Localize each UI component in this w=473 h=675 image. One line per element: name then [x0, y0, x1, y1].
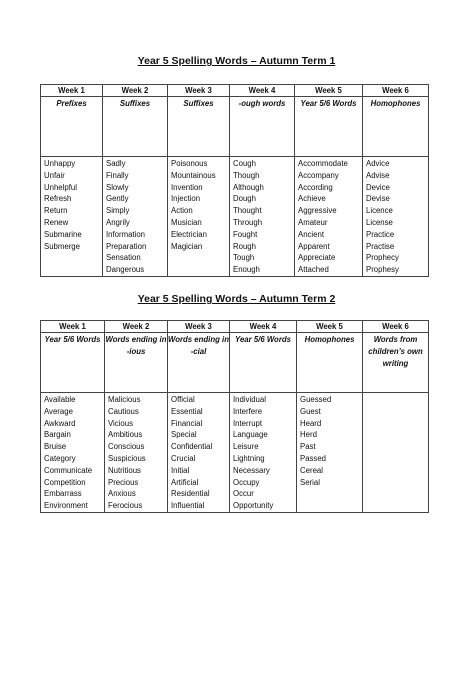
spelling-word: Suspicious: [108, 453, 146, 463]
spelling-word: Simply: [106, 206, 130, 216]
spelling-word: Lightning: [233, 453, 265, 463]
topic-cell: Prefixes: [41, 97, 103, 157]
spelling-word: Influential: [171, 501, 205, 511]
words-cell: [230, 157, 295, 277]
spelling-word: Invention: [171, 182, 203, 192]
topic-cell: -ough words: [230, 97, 295, 157]
spelling-word: According: [298, 182, 333, 192]
spelling-word: Prophesy: [366, 265, 399, 275]
term1-table: [40, 84, 429, 277]
words-cell: [363, 157, 429, 277]
spelling-word: Ambitious: [108, 430, 143, 440]
term2-table: [40, 320, 429, 513]
spelling-word: Return: [44, 206, 68, 216]
spelling-word: Available: [44, 395, 76, 404]
spelling-word: Confidential: [171, 442, 213, 452]
spelling-word: Guessed: [300, 395, 332, 404]
spelling-word: Past: [300, 442, 316, 452]
spelling-word: Cough: [233, 159, 256, 168]
spelling-word: Awkward: [44, 418, 76, 428]
week-header: Week 5: [297, 321, 363, 333]
spelling-word: Finally: [106, 170, 129, 180]
topic-row: [41, 97, 429, 157]
term1-title: Year 5 Spelling Words – Autumn Term 1: [137, 55, 336, 67]
spelling-word: Unhelpful: [44, 182, 77, 192]
spelling-word: Slowly: [106, 182, 129, 192]
spelling-word: Leisure: [233, 442, 259, 452]
spelling-word: Renew: [44, 217, 69, 227]
spelling-word: Submarine: [44, 229, 82, 239]
words-row: [41, 393, 429, 513]
spelling-word: Submerge: [44, 241, 80, 251]
topic-cell: Homophones: [363, 97, 429, 157]
spelling-word: Though: [233, 170, 260, 180]
topic-cell: Year 5/6 Words: [230, 333, 297, 393]
spelling-word: Passed: [300, 453, 327, 463]
words-cell: [168, 157, 230, 277]
week-header: Week 5: [295, 85, 363, 97]
words-cell: [41, 393, 105, 513]
week-header: Week 6: [363, 85, 429, 97]
spelling-word: Occur: [233, 489, 254, 499]
spelling-word: Necessary: [233, 465, 270, 475]
spelling-word: Rough: [233, 241, 256, 251]
spelling-word: Cautious: [108, 406, 139, 416]
spelling-word: Ferocious: [108, 501, 143, 511]
spelling-word: Environment: [44, 501, 88, 511]
spelling-word: Crucial: [171, 453, 196, 463]
week-header: Week 3: [168, 321, 230, 333]
topic-cell: Words ending in -ious: [105, 333, 168, 393]
words-cell: [295, 157, 363, 277]
words-cell: [297, 393, 363, 513]
words-row: [41, 157, 429, 277]
spelling-word: Devise: [366, 194, 390, 204]
spelling-word: Accommodate: [298, 159, 348, 168]
spelling-word: Fought: [233, 229, 258, 239]
words-cell: [168, 393, 230, 513]
spelling-word: Information: [106, 229, 146, 239]
spelling-word: Herd: [300, 430, 317, 440]
spelling-word: Advice: [366, 159, 390, 168]
spelling-word: Serial: [300, 477, 320, 487]
topic-row: [41, 333, 429, 393]
spelling-word: Ancient: [298, 229, 325, 239]
spelling-word: Bargain: [44, 430, 71, 440]
week-header: Week 3: [168, 85, 230, 97]
spelling-word: Vicious: [108, 418, 133, 428]
spelling-word: Tough: [233, 253, 255, 263]
topic-cell: Homophones: [297, 333, 363, 393]
spelling-word: Electrician: [171, 229, 207, 239]
topic-cell: Suffixes: [168, 97, 230, 157]
spelling-word: Amateur: [298, 217, 328, 227]
spelling-word: Nutritious: [108, 465, 141, 475]
topic-cell: Words from children’s own writing: [363, 333, 429, 393]
spelling-word: Apparent: [298, 241, 330, 251]
words-cell: [363, 393, 429, 513]
week-header-row: [41, 85, 429, 97]
spelling-word: Practise: [366, 241, 395, 251]
term2-title: Year 5 Spelling Words – Autumn Term 2: [137, 293, 336, 305]
spelling-word: Artificial: [171, 477, 199, 487]
words-cell: [230, 393, 297, 513]
spelling-word: Occupy: [233, 477, 260, 487]
spelling-word: Residential: [171, 489, 210, 499]
spelling-word: Language: [233, 430, 268, 440]
spelling-word: Sensation: [106, 253, 141, 263]
spelling-word: Dough: [233, 194, 256, 204]
week-header: Week 2: [105, 321, 168, 333]
spelling-word: Achieve: [298, 194, 326, 204]
spelling-word: Prophecy: [366, 253, 399, 263]
spelling-word: Device: [366, 182, 390, 192]
week-header: Week 6: [363, 321, 429, 333]
spelling-word: Advise: [366, 170, 390, 180]
spelling-word: Official: [171, 395, 195, 404]
words-cell: [41, 157, 103, 277]
spelling-word: Accompany: [298, 170, 339, 180]
spelling-word: Communicate: [44, 465, 93, 475]
spelling-word: Competition: [44, 477, 86, 487]
spelling-word: Musician: [171, 217, 202, 227]
spelling-word: Initial: [171, 465, 190, 475]
topic-cell: Suffixes: [103, 97, 168, 157]
spelling-word: License: [366, 217, 393, 227]
spelling-word: Interrupt: [233, 418, 263, 428]
spelling-word: Unfair: [44, 170, 65, 180]
spelling-word: Dangerous: [106, 265, 145, 275]
week-header-row: [41, 321, 429, 333]
spelling-word: Malicious: [108, 395, 141, 404]
spelling-word: Angrily: [106, 217, 130, 227]
spelling-word: Preparation: [106, 241, 147, 251]
spelling-word: Anxious: [108, 489, 136, 499]
spelling-word: Attached: [298, 265, 329, 275]
spelling-word: Enough: [233, 265, 260, 275]
spelling-word: Although: [233, 182, 264, 192]
spelling-word: Special: [171, 430, 197, 440]
spelling-word: Action: [171, 206, 193, 216]
spelling-word: Mountainous: [171, 170, 216, 180]
words-cell: [105, 393, 168, 513]
spelling-word: Average: [44, 406, 73, 416]
topic-cell: Year 5/6 Words: [295, 97, 363, 157]
spelling-word: Individual: [233, 395, 266, 404]
spelling-word: Refresh: [44, 194, 72, 204]
week-header: Week 4: [230, 85, 295, 97]
spelling-word: Cereal: [300, 465, 323, 475]
topic-cell: Year 5/6 Words: [41, 333, 105, 393]
spelling-word: Financial: [171, 418, 203, 428]
spelling-word: Bruise: [44, 442, 67, 452]
week-header: Week 2: [103, 85, 168, 97]
week-header: Week 1: [41, 85, 103, 97]
spelling-word: Gently: [106, 194, 129, 204]
spelling-word: Sadly: [106, 159, 126, 168]
spelling-word: Interfere: [233, 406, 263, 416]
spelling-word: Guest: [300, 406, 321, 416]
spelling-word: Embarrass: [44, 489, 82, 499]
spelling-word: Magician: [171, 241, 203, 251]
spelling-word: Category: [44, 453, 76, 463]
spelling-word: Essential: [171, 406, 203, 416]
spelling-word: Licence: [366, 206, 393, 216]
spelling-word: Aggressive: [298, 206, 337, 216]
words-cell: [103, 157, 168, 277]
topic-cell: Words ending in -cial: [168, 333, 230, 393]
spelling-word: Appreciate: [298, 253, 336, 263]
spelling-word: Opportunity: [233, 501, 274, 511]
spelling-word: Precious: [108, 477, 139, 487]
spelling-word: Heard: [300, 418, 322, 428]
spelling-word: Practice: [366, 229, 395, 239]
week-header: Week 4: [230, 321, 297, 333]
spelling-word: Thought: [233, 206, 262, 216]
spelling-word: Injection: [171, 194, 201, 204]
week-header: Week 1: [41, 321, 105, 333]
spelling-word: Conscious: [108, 442, 145, 452]
spelling-word: Through: [233, 217, 263, 227]
spelling-word: Unhappy: [44, 159, 76, 168]
spelling-word: Poisonous: [171, 159, 208, 168]
